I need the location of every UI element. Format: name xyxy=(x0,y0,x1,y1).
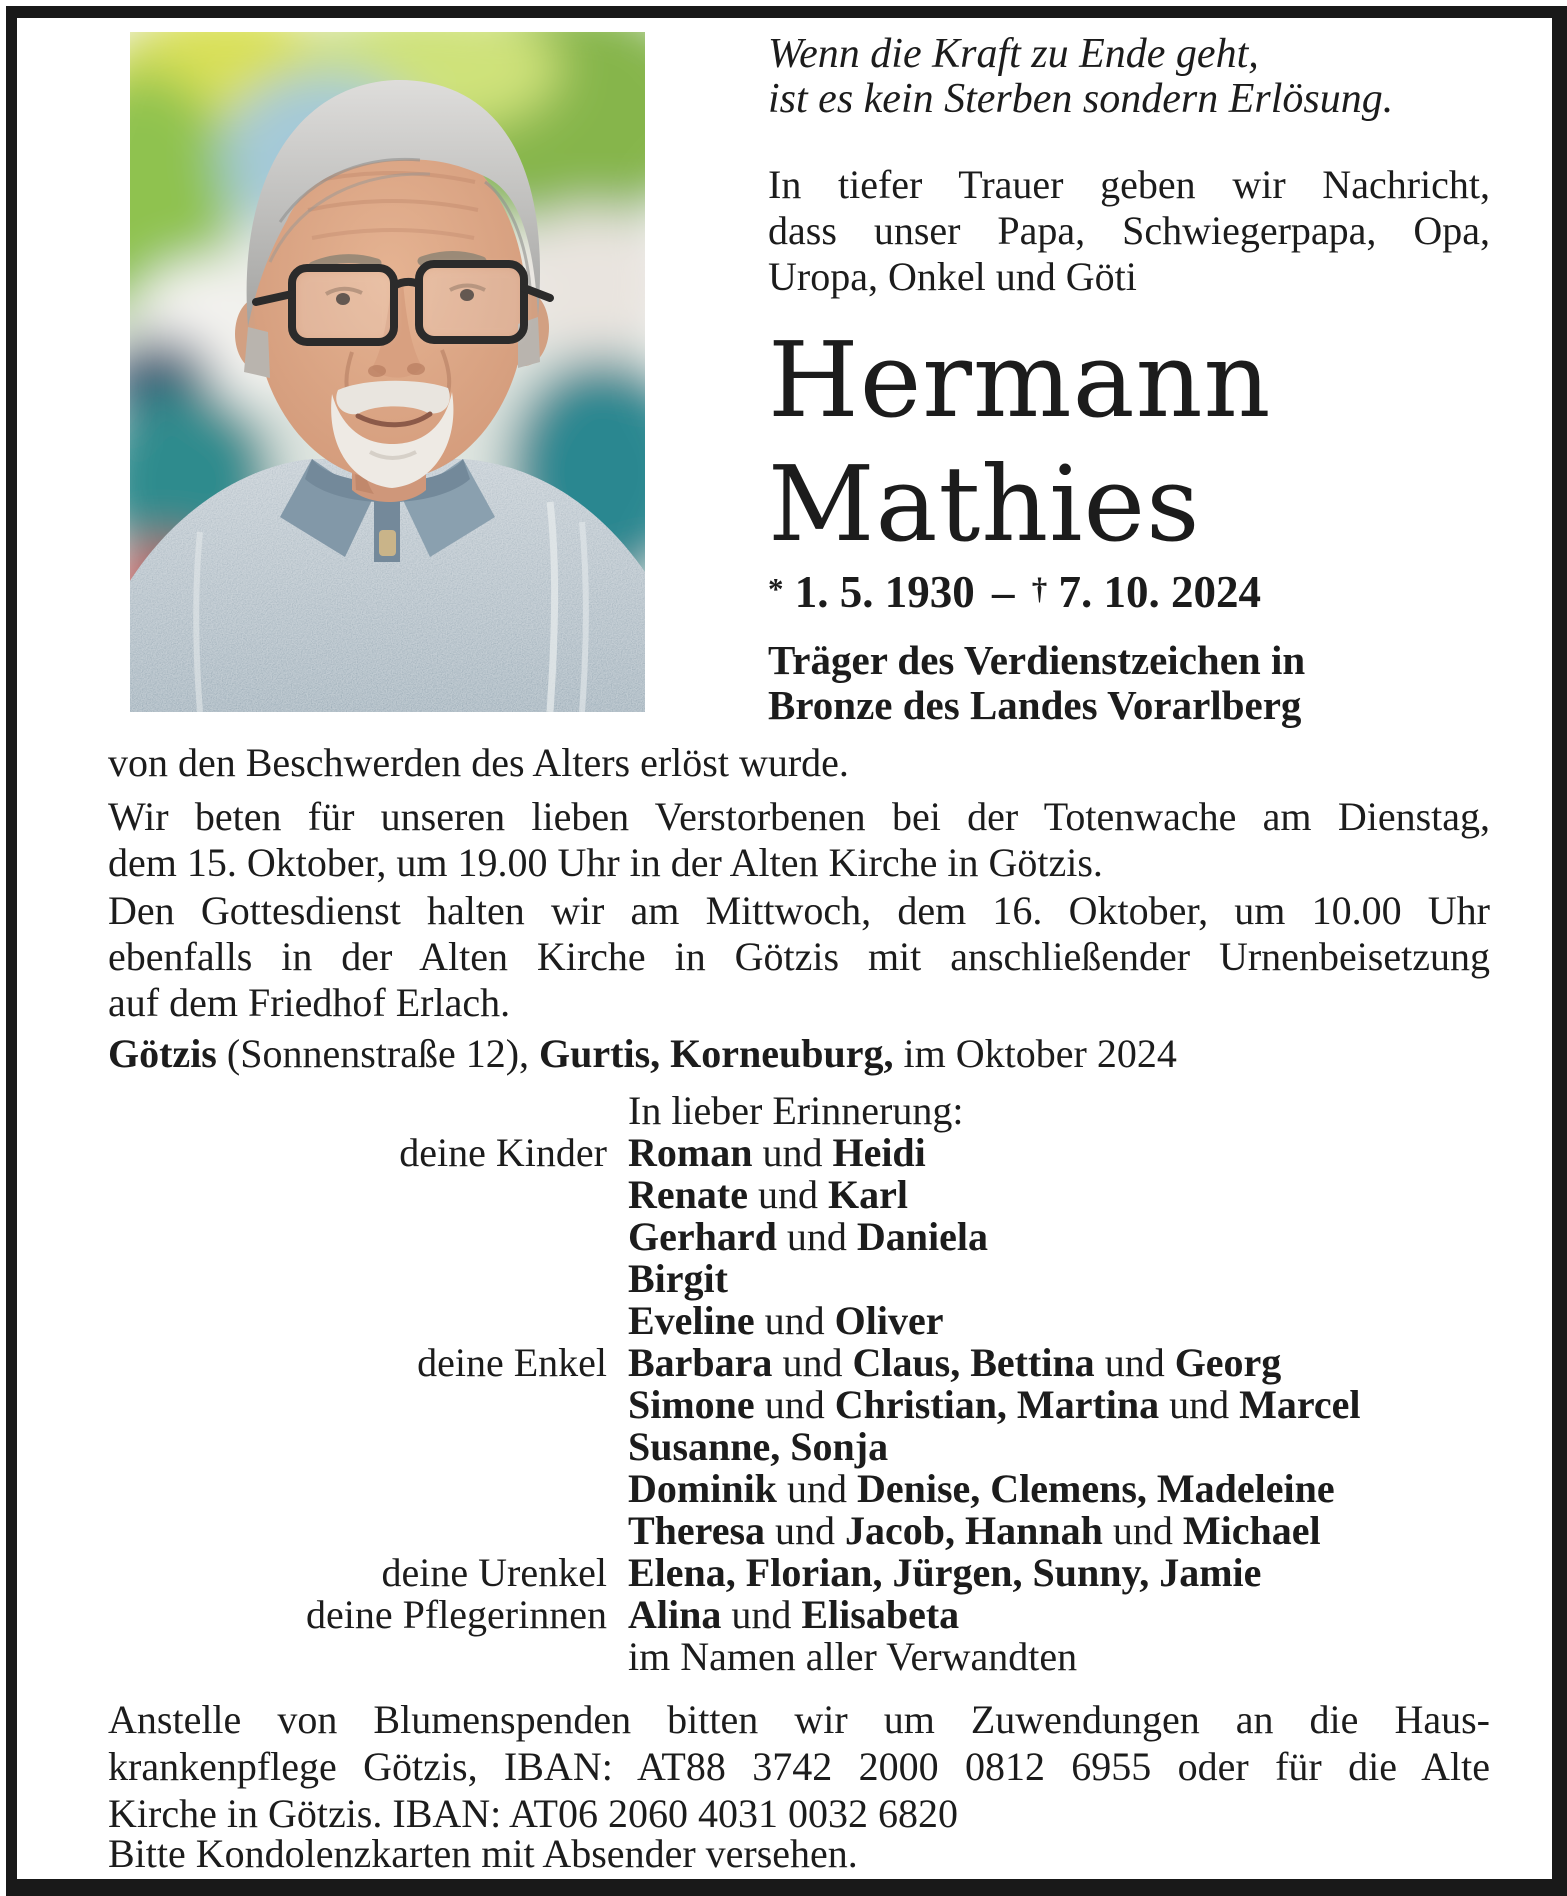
honor-title xyxy=(768,638,1490,728)
text-line: Bronze des Landes Vorarlberg xyxy=(768,682,1302,728)
text-segment: Theresa xyxy=(628,1508,766,1553)
memoriam-label: deine Kinder xyxy=(399,1130,607,1175)
text-segment: Götzis xyxy=(108,1031,217,1076)
text-segment: und xyxy=(772,1340,853,1385)
text-line: Wir beten für unseren lieben Verstorbenen bei der Totenwache am Dienstag, xyxy=(108,794,1490,839)
memoriam-label xyxy=(108,1510,607,1552)
memoriam-value xyxy=(628,1216,988,1258)
text-segment: Susanne, Sonja xyxy=(628,1424,889,1469)
memoriam-row xyxy=(108,1132,1490,1174)
text-segment: Dominik xyxy=(628,1466,777,1511)
text-segment: Eveline xyxy=(628,1298,755,1343)
memoriam-label: deine Pflegerinnen xyxy=(306,1592,607,1637)
memoriam-value xyxy=(628,1132,926,1174)
text-segment: Jacob, Hannah xyxy=(845,1508,1103,1553)
memoriam-value xyxy=(628,1258,728,1300)
text-segment: Claus, Bettina xyxy=(852,1340,1095,1385)
memoriam-value xyxy=(628,1468,1335,1510)
text-segment: Simone xyxy=(628,1382,755,1427)
text-segment: und xyxy=(754,1298,835,1343)
text-line: krankenpflege Götzis, IBAN: AT88 3742 2000 0812 6955 oder für die Alte xyxy=(108,1744,1490,1789)
memoriam-value xyxy=(628,1510,1321,1552)
death-dagger-icon: † xyxy=(1031,571,1048,606)
text-segment: und xyxy=(1159,1382,1240,1427)
text-segment: Roman xyxy=(628,1130,753,1175)
memoriam-label xyxy=(108,1468,607,1510)
memoriam-label: deine Urenkel xyxy=(381,1550,607,1595)
memoriam-row xyxy=(108,1552,1490,1594)
birth-date: 1. 5. 1930 xyxy=(794,567,975,617)
text-segment: Gurtis, Korneuburg, xyxy=(539,1031,894,1076)
memoriam-row xyxy=(108,1090,1490,1132)
text-segment: Heidi xyxy=(832,1130,926,1175)
memoriam-row xyxy=(108,1426,1490,1468)
memoriam-value xyxy=(628,1174,908,1216)
text-line: Kirche in Götzis. IBAN: AT06 2060 4031 0032 6820 xyxy=(108,1791,958,1836)
memoriam-value xyxy=(628,1342,1281,1384)
memoriam-row xyxy=(108,1468,1490,1510)
birth-star-icon: * xyxy=(768,571,784,606)
text-line: Den Gottesdienst halten wir am Mittwoch, dem 16. Oktober, um 10.00 Uhr xyxy=(108,888,1490,933)
text-segment: (Sonnenstraße 12), xyxy=(216,1031,540,1076)
memoriam-value xyxy=(628,1090,963,1132)
portrait-photo-image xyxy=(130,32,645,712)
memoriam-value xyxy=(628,1384,1361,1426)
quote-line: ist es kein Sterben sondern Erlösung. xyxy=(768,76,1394,122)
text-segment: und xyxy=(1094,1340,1175,1385)
death-date: 7. 10. 2024 xyxy=(1058,567,1261,617)
text-segment: und xyxy=(752,1130,833,1175)
text-segment: Oliver xyxy=(834,1298,944,1343)
text-segment: Gerhard xyxy=(628,1214,777,1259)
text-segment: Christian, Martina xyxy=(834,1382,1160,1427)
text-segment: Birgit xyxy=(628,1256,728,1301)
text-segment: Georg xyxy=(1174,1340,1282,1385)
text-line: Uropa, Onkel und Göti xyxy=(768,254,1137,299)
released-line: von den Beschwerden des Alters erlöst wurde. xyxy=(108,740,849,785)
deceased-first-name: Hermann xyxy=(768,319,1272,441)
memoriam-row xyxy=(108,1216,1490,1258)
memoriam-label xyxy=(108,1090,607,1132)
memoriam-label xyxy=(108,1384,607,1426)
text-segment: Renate xyxy=(628,1172,748,1217)
text-segment: im Oktober 2024 xyxy=(893,1031,1177,1076)
text-segment: Elena, Florian, Jürgen, Sunny, Jamie xyxy=(628,1550,1262,1595)
text-segment: und xyxy=(721,1592,802,1637)
memoriam-row xyxy=(108,1384,1490,1426)
memoriam-label: deine Enkel xyxy=(417,1340,607,1385)
text-segment: Denise, Clemens, Madeleine xyxy=(856,1466,1335,1511)
place-date-line xyxy=(108,1030,1490,1077)
memoriam-row xyxy=(108,1174,1490,1216)
text-segment: im Namen aller Verwandten xyxy=(628,1634,1078,1679)
text-segment: In lieber Erinnerung: xyxy=(628,1088,964,1133)
memoriam-value xyxy=(628,1636,1077,1678)
memoriam-label xyxy=(108,1426,607,1468)
portrait-photo xyxy=(130,32,645,712)
text-segment: und xyxy=(747,1172,828,1217)
donation-paragraph xyxy=(108,1696,1490,1837)
memoriam-value xyxy=(628,1426,888,1468)
text-segment: und xyxy=(765,1508,846,1553)
text-line: auf dem Friedhof Erlach. xyxy=(108,980,511,1025)
memoriam-label xyxy=(108,1258,607,1300)
text-segment: und xyxy=(776,1466,857,1511)
memoriam-row xyxy=(108,1258,1490,1300)
life-dates xyxy=(768,566,1490,618)
text-segment: Daniela xyxy=(856,1214,988,1259)
memoriam-label xyxy=(108,1636,607,1678)
text-segment: Karl xyxy=(827,1172,908,1217)
text-segment: und xyxy=(1102,1508,1183,1553)
memoriam-row xyxy=(108,1594,1490,1636)
text-line: Träger des Verdienstzeichen in xyxy=(768,637,1306,683)
opening-quote xyxy=(768,32,1490,122)
memoriam-list xyxy=(108,1090,1490,1678)
quote-line: Wenn die Kraft zu Ende geht, xyxy=(768,31,1259,77)
memoriam-label xyxy=(108,1300,607,1342)
deceased-name xyxy=(768,318,1490,566)
text-segment: und xyxy=(754,1382,835,1427)
memoriam-row xyxy=(108,1342,1490,1384)
text-segment: Alina xyxy=(628,1592,722,1637)
text-line: dem 15. Oktober, um 19.00 Uhr in der Alten Kirche in Götzis. xyxy=(108,840,1103,885)
memoriam-row xyxy=(108,1510,1490,1552)
date-separator: – xyxy=(992,567,1015,617)
text-segment: Barbara xyxy=(628,1340,773,1385)
text-line: In tiefer Trauer geben wir Nachricht, xyxy=(768,162,1490,207)
text-segment: Elisabeta xyxy=(801,1592,960,1637)
memoriam-value xyxy=(628,1300,944,1342)
wake-paragraph xyxy=(108,794,1490,886)
text-segment: und xyxy=(776,1214,857,1259)
memoriam-label xyxy=(108,1216,607,1258)
memoriam-label xyxy=(108,1174,607,1216)
text-line: Anstelle von Blumenspenden bitten wir um Zuwendungen an die Haus- xyxy=(108,1697,1490,1742)
text-line: ebenfalls in der Alten Kirche in Götzis mit anschließender Urnenbeisetzung xyxy=(108,934,1490,979)
condolence-note: Bitte Kondolenzkarten mit Absender versehen. xyxy=(108,1831,858,1876)
memoriam-row xyxy=(108,1636,1490,1678)
deceased-last-name: Mathies xyxy=(768,443,1201,565)
text-line: dass unser Papa, Schwiegerpapa, Opa, xyxy=(768,208,1490,253)
memoriam-row xyxy=(108,1300,1490,1342)
text-segment: Michael xyxy=(1182,1508,1321,1553)
text-segment: Marcel xyxy=(1239,1382,1361,1427)
service-paragraph xyxy=(108,888,1490,1026)
intro-paragraph xyxy=(768,162,1490,300)
memoriam-value xyxy=(628,1552,1261,1594)
memoriam-value xyxy=(628,1594,959,1636)
